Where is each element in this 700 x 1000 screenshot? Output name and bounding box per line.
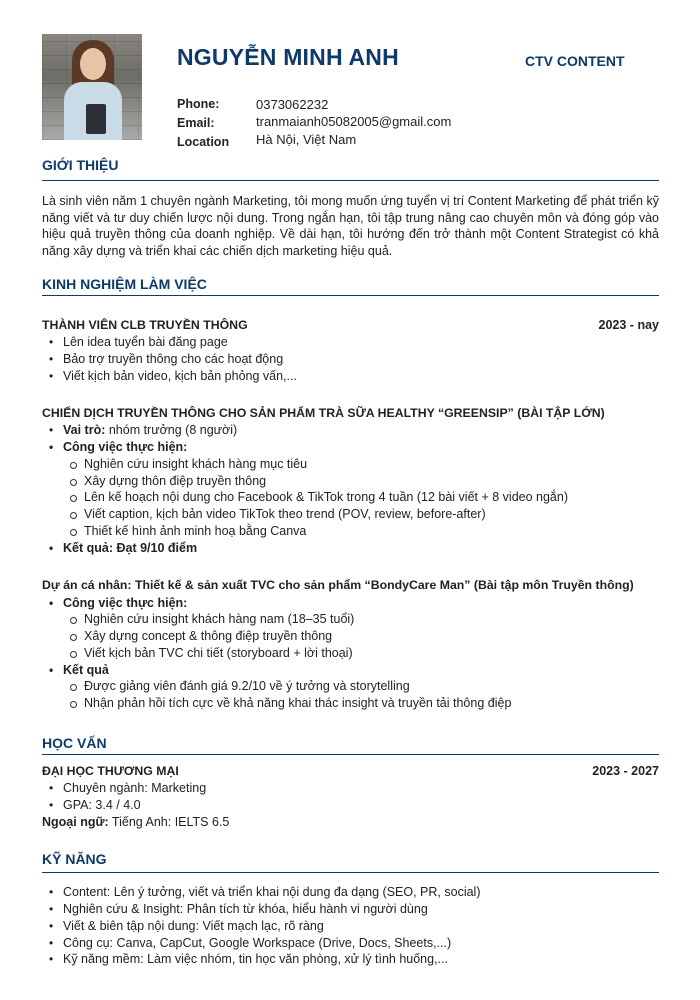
list-item: • Nghiên cứu & Insight: Phân tích từ khóa, hiểu hành vi người dùng	[63, 902, 428, 916]
section-divider	[42, 295, 659, 296]
list-item: • Kết quả: Đạt 9/10 điểm	[63, 541, 197, 555]
sub-list-item: Được giảng viên đánh giá 9.2/10 về ý tưởng và storytelling	[84, 679, 410, 693]
sub-list-item: Viết caption, kịch bản video TikTok theo trend (POV, review, before-after)	[84, 507, 486, 521]
sub-list-item: Nhận phản hồi tích cực về khả năng khai thác insight và truyền tải thông điệp	[84, 696, 512, 710]
role-value: nhóm trưởng (8 người)	[105, 423, 238, 437]
section-divider	[42, 180, 659, 181]
education-date: 2023 - 2027	[592, 764, 659, 778]
project-title: Dự án cá nhân: Thiết kế & sản xuất TVC cho sản phẩm “BondyCare Man” (Bài tập môn Truyền thông)	[42, 578, 634, 592]
sub-list-item: Nghiên cứu insight khách hàng mục tiêu	[84, 457, 308, 471]
list-item: • Kỹ năng mềm: Làm việc nhóm, tin học văn phòng, xử lý tình huống,...	[63, 952, 448, 966]
profile-photo	[42, 34, 142, 140]
list-item: • Bảo trợ truyền thông cho các hoạt động	[63, 352, 283, 366]
list-item: • Content: Lên ý tưởng, viết và triển khai nội dung đa dạng (SEO, PR, social)	[63, 885, 481, 899]
position-title: CTV CONTENT	[525, 53, 625, 69]
language-label: Ngoại ngữ:	[42, 815, 109, 829]
list-item: • Công việc thực hiện:	[63, 596, 187, 610]
location-label: Location	[177, 135, 230, 149]
section-divider	[42, 754, 659, 755]
role-label: Vai trò:	[63, 423, 106, 437]
sub-list-item: Xây dựng thôn điệp truyền thông	[84, 474, 267, 488]
candidate-name: NGUYỄN MINH ANH	[177, 44, 399, 70]
sub-list-item: Lên kế hoạch nội dung cho Facebook & TikTok trong 4 tuần (12 bài viết + 8 video ngắn)	[84, 490, 569, 504]
list-item: • Kết quả	[63, 663, 109, 677]
phone-value: 0373062232	[256, 97, 329, 112]
project-title: CHIẾN DỊCH TRUYỀN THÔNG CHO SẢN PHẨM TRÀ SỮA HEALTHY “GREENSIP” (BÀI TẬP LỚN)	[42, 406, 605, 420]
list-item: • Chuyên ngành: Marketing	[63, 781, 206, 795]
list-item: • Công cụ: Canva, CapCut, Google Workspace (Drive, Docs, Sheets,...)	[63, 936, 451, 950]
school-name: ĐẠI HỌC THƯƠNG MẠI	[42, 764, 179, 778]
sub-list-item: Nghiên cứu insight khách hàng nam (18–35 tuổi)	[84, 612, 355, 626]
list-item: • Lên idea tuyển bài đăng page	[63, 335, 228, 349]
job-date: 2023 - nay	[598, 318, 659, 332]
location-value: Hà Nội, Việt Nam	[256, 132, 357, 147]
sub-list-item: Xây dựng concept & thông điệp truyền thông	[84, 629, 333, 643]
job-title: THÀNH VIÊN CLB TRUYỀN THÔNG	[42, 318, 248, 332]
language-line	[42, 815, 229, 829]
email-value: tranmaianh05082005@gmail.com	[256, 114, 452, 129]
language-value: Tiếng Anh: IELTS 6.5	[108, 815, 230, 829]
intro-paragraph: Là sinh viên năm 1 chuyên ngành Marketing, tôi mong muốn ứng tuyển vị trí Content Marketing để phát triển kỹ năng viết và tư duy chiến lược nội dung. Trong ngắn hạn, tôi tập trung nâng cao chuyên môn và đóng góp vào hiệu quả truyền thông của doanh nghiệp. Về dài hạn, tôi hướng đến trở thành một Content Strategist có khả năng xây dựng và triển khai các chiến dịch marketing hiệu quả.	[42, 194, 659, 258]
section-divider	[42, 872, 659, 873]
sub-list-item: Viết kịch bản TVC chi tiết (storyboard + lời thoại)	[84, 646, 353, 660]
list-item: • Viết & biên tập nội dung: Viết mạch lạc, rõ ràng	[63, 919, 324, 933]
list-item	[63, 423, 237, 437]
section-title-skills: KỸ NĂNG	[42, 851, 107, 867]
list-item: • Viết kịch bản video, kịch bản phỏng vấn,...	[63, 369, 297, 383]
list-item: • Công việc thực hiện:	[63, 440, 187, 454]
list-item: • GPA: 3.4 / 4.0	[63, 798, 141, 812]
section-title-intro: GIỚI THIỆU	[42, 157, 119, 173]
section-title-experience: KINH NGHIỆM LÀM VIỆC	[42, 276, 207, 292]
phone-label: Phone:	[177, 97, 220, 111]
section-title-education: HỌC VẤN	[42, 735, 107, 751]
email-label: Email:	[177, 116, 215, 130]
sub-list-item: Thiết kế hình ảnh minh hoạ bằng Canva	[84, 524, 307, 538]
